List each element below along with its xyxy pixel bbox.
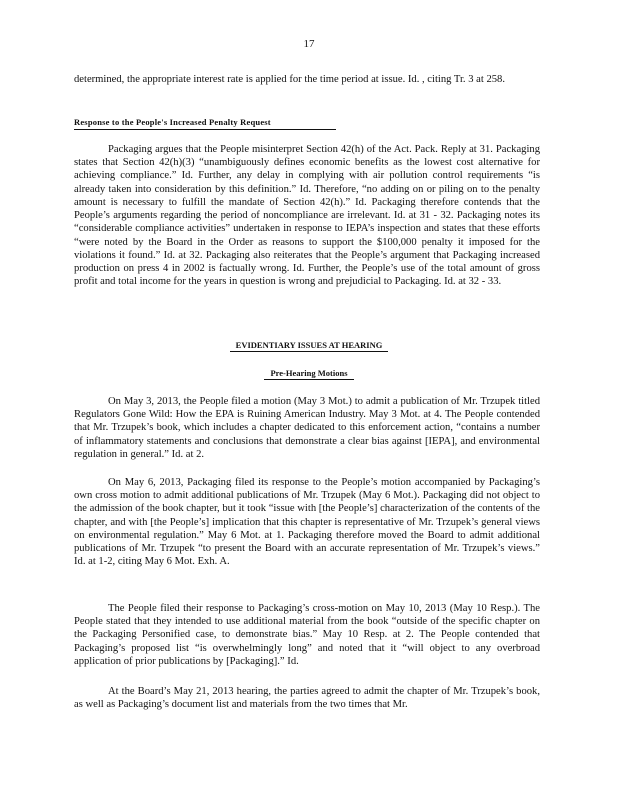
may21-text: At the Board’s May 21, 2013 hearing, the parties agreed to admit the chapter of Mr. Trzupek’s book, as well as Packaging’s document list and materials from the two times that Mr. xyxy=(74,686,540,711)
paragraph-may21 xyxy=(74,685,540,711)
may6-text: On May 6, 2013, Packaging filed its response to the People’s motion accompanied by Packaging’s own cross motion to admit additional publications of Mr. Trzupek (May 6 Mot.). Packaging did not object to the admission of the book chapter, but it took “issue with [the People’s] characterization of the contents of the chapter, and with [the People’s] implication that this chapter is representative of Mr. Trzupek’s general views on environmental regulation.” May 6 Mot. at 1. Packaging therefore moved the Board to admit additional publications of Mr. Trzupek “to present the Board with an accurate representation of Mr. Trzupek’s views.” Id. at 1-2, citing May 6 Mot. Exh. A. xyxy=(74,477,540,568)
response-paragraph xyxy=(74,143,540,289)
continuation-paragraph xyxy=(74,73,540,86)
heading-evidentiary-text: EVIDENTIARY ISSUES AT HEARING xyxy=(230,340,389,352)
heading-response: Response to the People's Increased Penalty Request xyxy=(74,117,336,130)
may10-text: The People filed their response to Packaging’s cross-motion on May 10, 2013 (May 10 Resp.). The People stated that they intended to use additional material from the book “outside of the specific chapter on the Packaging Personified case, to demonstrate bias.” May 10 Resp. at 2. The People contended that Packaging’s proposed list “is overwhelmingly long” and noted that it “will object to any overbroad application of prior publications by [Packaging].” Id. xyxy=(74,603,540,667)
heading-evidentiary xyxy=(0,340,618,351)
continuation-text: determined, the appropriate interest rate is applied for the time period at issue. Id. , citing Tr. 3 at 258. xyxy=(74,74,505,85)
paragraph-may6 xyxy=(74,476,540,569)
response-text: Packaging argues that the People misinterpret Section 42(h) of the Act. Pack. Reply at 31. Packaging states that Section 42(h)(3) “unambiguously defines economic benefits as the lowest cost alternative for achieving compliance.” Id. Further, any delay in complying with air pollution control requirements “is already taken into consideration by this definition.” Id. Therefore, “no adding on or piling on to the penalty amount is necessary to fulfill the mandate of Section 42(h).” Id. Packaging therefore contends that the People’s arguments regarding the period of noncompliance are irrelevant. Id. at 31 - 32. Packaging notes its “considerable compliance activities” undertaken in response to IEPA’s inspection and states that these efforts “were noted by the Board in the Order as reasons to support the $100,000 penalty it imposed for the violations it found.” Id. at 32. Packaging also reiterates that the People’s argument that Packaging increased production on press 4 in 2002 is factually wrong. Id. Further, the People’s use of the total amount of gross profit and total income for the years in question is wrong and prejudicial to Packaging. Id. at 32 - 33. xyxy=(74,144,540,288)
paragraph-may3 xyxy=(74,395,540,461)
heading-prehearing xyxy=(0,368,618,379)
page-number: 17 xyxy=(303,38,315,50)
heading-prehearing-text: Pre-Hearing Motions xyxy=(264,368,353,380)
paragraph-may10 xyxy=(74,602,540,668)
may3-text: On May 3, 2013, the People filed a motion (May 3 Mot.) to admit a publication of Mr. Trzupek titled Regulators Gone Wild: How the EPA is Ruining American Industry. May 3 Mot. at 4. The People contended that Mr. Trzupek’s book, which includes a chapter dedicated to this enforcement action, “contains a number of inflammatory statements and conclusions that demonstrate a clear bias against [IEPA], and environmental regulation in general.” Id. at 2. xyxy=(74,396,540,460)
